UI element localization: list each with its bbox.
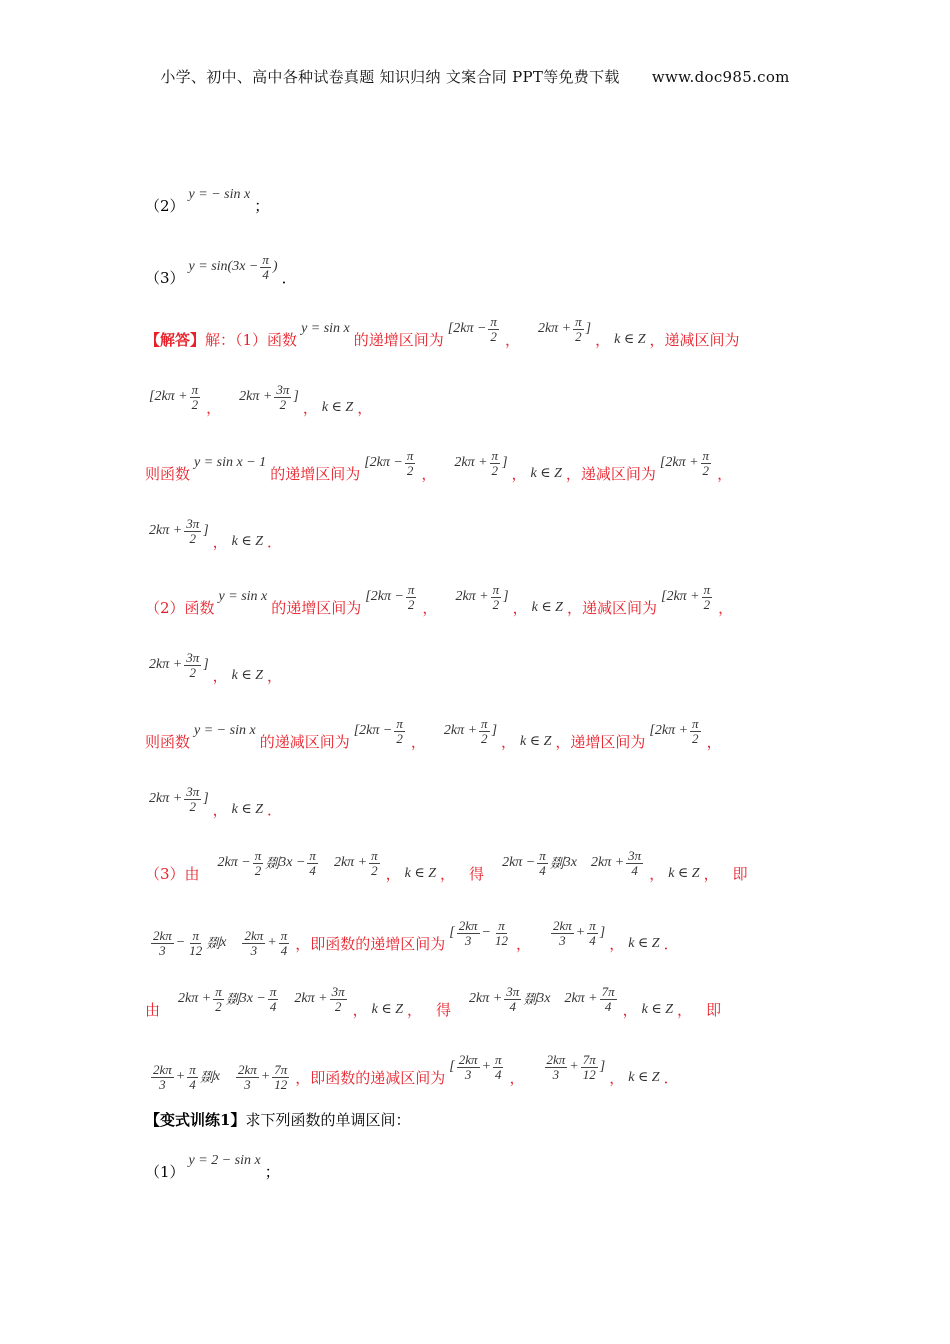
answer-line-1: 【解答】 解：（1）函数 y = sin x 的递增区间为 [2kπ − $\frac{\pi}{2}$ ， 2kπ + $\frac{\pi}{2}$ ] ， k ∈ Z ，递减区间为	[145, 313, 740, 349]
answer-line-12: $\frac{2k\pi}{3}$ + $\frac{\pi}{4}$ 剟 x $\frac{2k\pi}{3}$ + $\frac{7\pi}{12}$ ，即函数的递减区间为 [ $\frac{2k\pi}{3}$ + $\frac{\pi}{4}$ ， $\frac{2k\pi}{3}$ + $\frac{7\pi}{12}$ ] ， k ∈ Z ．	[153, 1051, 679, 1092]
variant-title-line: 【变式训练1】 求下列函数的单调区间：	[145, 1110, 411, 1129]
answer-line-9: （3）由 2kπ − $\frac{\pi}{2}$ 剟 3 x − $\frac{\pi}{4}$ 2kπ + $\frac{\pi}{2}$ ， k ∈ Z ， 得 2kπ − $\frac{\pi}{4}$ 剟 3 x 2kπ + $\frac{3\pi}{4}$ ， k ∈ Z ， 即	[145, 847, 748, 883]
variant-question-1: （1） y = 2 − sin x ；	[145, 1153, 280, 1181]
answer-line-7: 则函数 y = − sin x 的递减区间为 [2kπ − $\frac{\pi}{2}$ ， 2kπ + $\frac{\pi}{2}$ ] ， k ∈ Z ，递增区间为 [2kπ + $\frac{\pi}{2}$ ，	[145, 715, 722, 751]
answer-line-6: 2kπ + $\frac{3\pi}{2}$ ] ， k ∈ Z ，	[149, 649, 283, 685]
question-3: （3） y = sin(3x − $\frac{\pi}{4}$ ) ．	[145, 251, 297, 287]
answer-line-2: [2kπ + $\frac{\pi}{2}$ ， 2kπ + $\frac{3\pi}{2}$ ] ， k ∈ Z ，	[149, 381, 373, 417]
answer-line-8: 2kπ + $\frac{3\pi}{2}$ ] ， k ∈ Z ．	[149, 783, 283, 819]
page-header	[0, 66, 950, 87]
answer-tag: 【解答】	[145, 330, 206, 349]
answer-line-4: 2kπ + $\frac{3\pi}{2}$ ] ， k ∈ Z ．	[149, 515, 283, 551]
header-url: www.doc985.com	[651, 68, 790, 86]
variant-tag: 【变式训练1】	[145, 1110, 246, 1129]
header-text: 小学、初中、高中各种试卷真题 知识归纳 文案合同 PPT等免费下载	[160, 68, 620, 86]
answer-line-5: （2）函数 y = sin x 的递增区间为 [2kπ − $\frac{\pi}{2}$ ， 2kπ + $\frac{\pi}{2}$ ] ， k ∈ Z ，递减区间为 [2kπ + $\frac{\pi}{2}$ ，	[145, 581, 734, 617]
question-2: （2） y = − sin x ；	[145, 187, 270, 215]
answer-line-11: 由 2kπ + $\frac{\pi}{2}$ 剟 3 x − $\frac{\pi}{4}$ 2kπ + $\frac{3\pi}{2}$ ， k ∈ Z ， 得 2kπ + $\frac{3\pi}{4}$ 剟 3 x 2kπ + $\frac{7\pi}{4}$ ， k ∈ Z ， 即	[145, 983, 722, 1019]
answer-line-10: $\frac{2k\pi}{3}$ − $\frac{\pi}{12}$ 剟 x $\frac{2k\pi}{3}$ + $\frac{\pi}{4}$ ，即函数的递增区间为 [ $\frac{2k\pi}{3}$ − $\frac{\pi}{12}$ ， $\frac{2k\pi}{3}$ + $\frac{\pi}{4}$ ] ， k ∈ Z ．	[153, 917, 679, 958]
answer-line-3: 则函数 y = sin x − 1 的递增区间为 [2kπ − $\frac{\pi}{2}$ ， 2kπ + $\frac{\pi}{2}$ ] ， k ∈ Z ，递减区间为 [2kπ + $\frac{\pi}{2}$ ，	[145, 447, 733, 483]
